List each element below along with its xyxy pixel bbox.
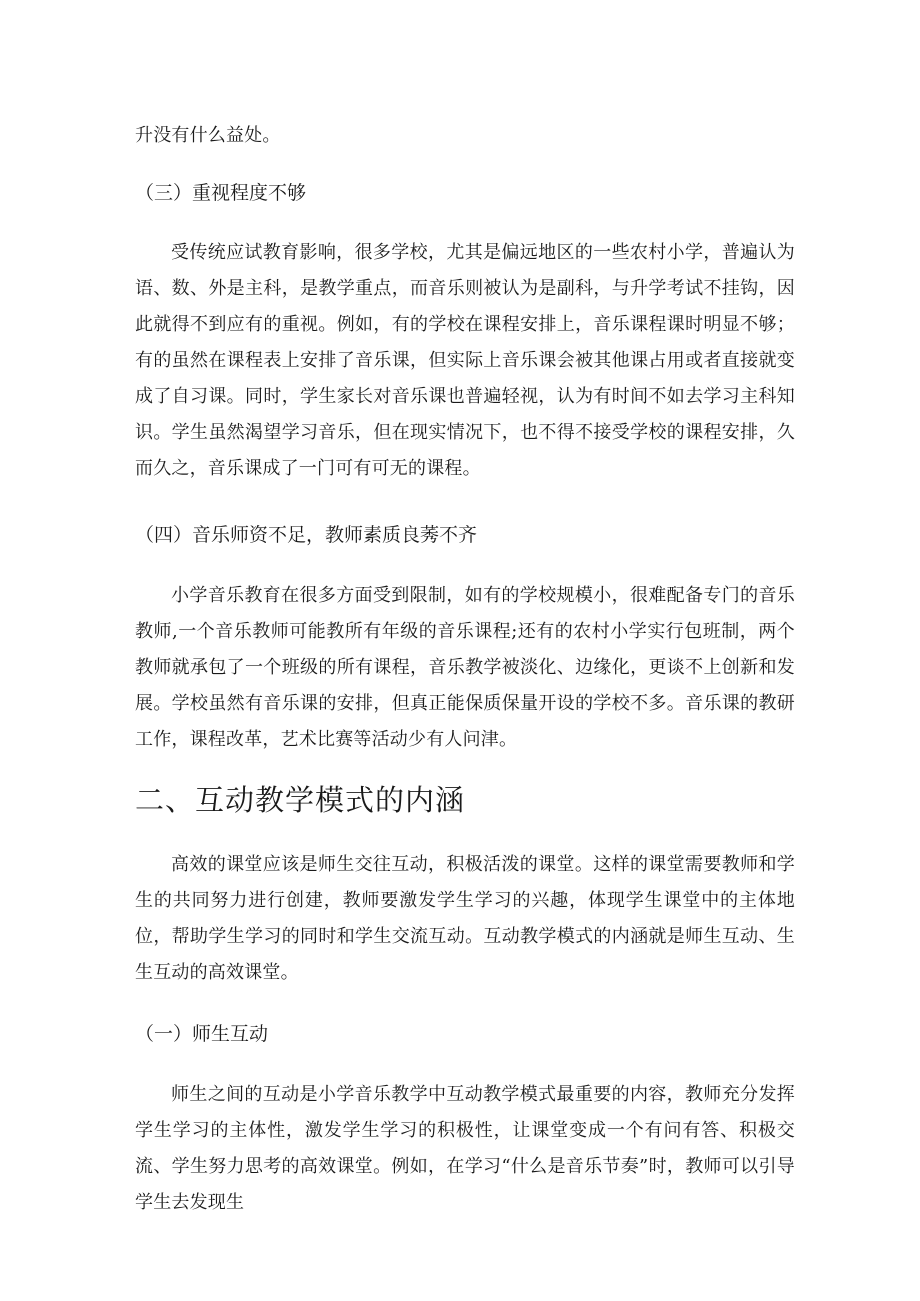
chapter-heading-2: 二、互动教学模式的内涵 — [135, 783, 466, 817]
section-heading-2-1: （一）师生互动 — [135, 1023, 269, 1045]
chapter-2-body: 高效的课堂应该是师生交往互动，积极活泼的课堂。这样的课堂需要教师和学生的共同努力进行创建，教师要激发学生学习的兴趣，体现学生课堂中的主体地位，帮助学生学习的同时和学生交流互动。互动教学模式的内涵就是师生互动、生生互动的高效课堂。 — [135, 854, 795, 983]
section-4-body: 小学音乐教育在很多方面受到限制，如有的学校规模小，很难配备专门的音乐教师,一个音乐教师可能教所有年级的音乐课程;还有的农村小学实行包班制，两个教师就承包了一个班级的所有课程，音乐教学被淡化、边缘化，更谈不上创新和发展。学校虽然有音乐课的安排，但真正能保质保量开设的学校不多。音乐课的教研工作，课程改革，艺术比赛等活动少有人问津。 — [135, 585, 795, 750]
section-3-body: 受传统应试教育影响，很多学校，尤其是偏远地区的一些农村小学，普遍认为语、数、外是主科，是教学重点，而音乐则被认为是副科，与升学考试不挂钩，因此就得不到应有的重视。例如，有的学校在课程安排上，音乐课程课时明显不够；有的虽然在课程表上安排了音乐课，但实际上音乐课会被其他课占用或者直接就变成了自习课。同时，学生家长对音乐课也普遍轻视，认为有时间不如去学习主科知识。学生虽然渴望学习音乐，但在现实情况下，也不得不接受学校的课程安排，久而久之，音乐课成了一门可有可无的课程。 — [135, 242, 795, 479]
section-heading-3: （三）重视程度不够 — [135, 182, 307, 204]
section-2-1-body: 师生之间的互动是小学音乐教学中互动教学模式最重要的内容，教师充分发挥学生学习的主体性，激发学生学习的积极性，让课堂变成一个有问有答、积极交流、学生努力思考的高效课堂。例如，在学习“什么是音乐节奏”时，教师可以引导学生去发现生 — [135, 1084, 795, 1213]
section-heading-4: （四）音乐师资不足，教师素质良莠不齐 — [135, 524, 478, 546]
paragraph-continuation: 升没有什么益处。 — [135, 125, 281, 146]
